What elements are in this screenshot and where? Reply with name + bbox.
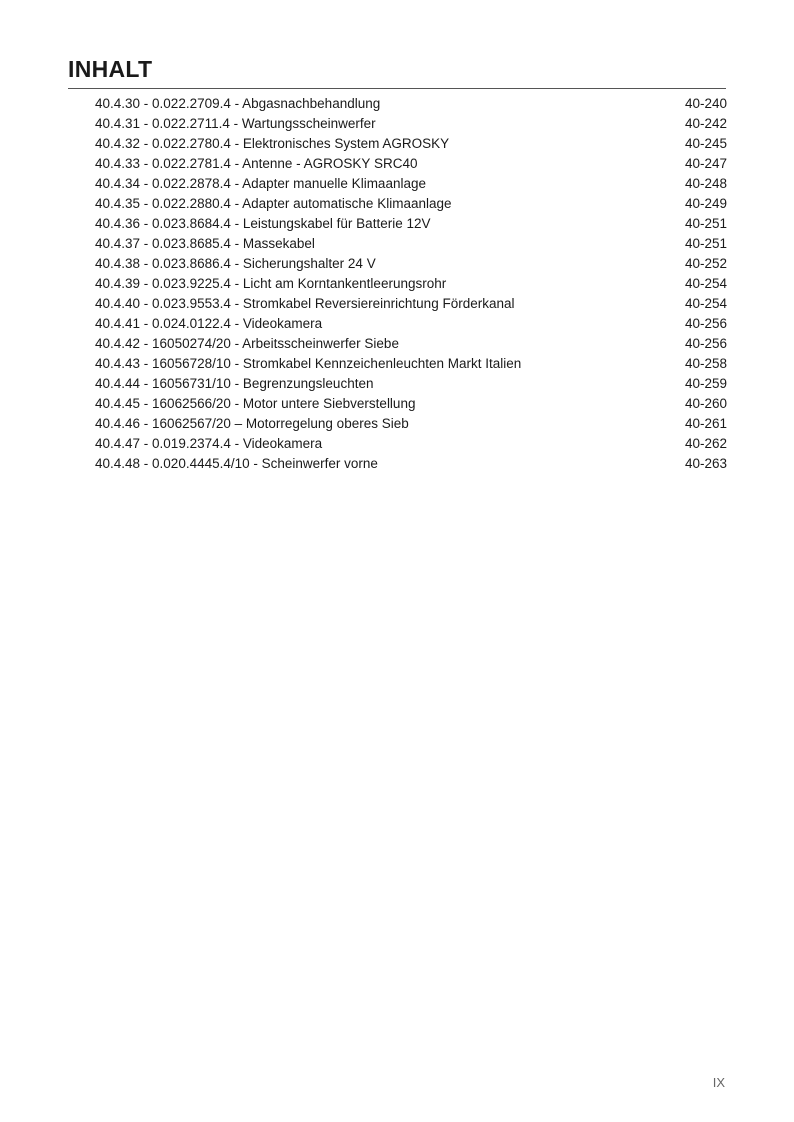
toc-entry-title: 40.4.46 - 16062567/20 – Motorregelung oberes Sieb <box>95 416 409 431</box>
table-of-contents <box>95 94 727 474</box>
toc-entry-title: 40.4.33 - 0.022.2781.4 - Antenne - AGROSKY SRC40 <box>95 156 418 171</box>
toc-entry-title: 40.4.38 - 0.023.8686.4 - Sicherungshalter 24 V <box>95 256 376 271</box>
toc-entry-page: 40-251 <box>684 216 727 231</box>
toc-entry-title: 40.4.34 - 0.022.2878.4 - Adapter manuelle Klimaanlage <box>95 176 426 191</box>
toc-entry[interactable] <box>95 294 727 314</box>
toc-entry-page: 40-256 <box>684 316 727 331</box>
toc-entry-title: 40.4.44 - 16056731/10 - Begrenzungsleuchten <box>95 376 374 391</box>
toc-entry[interactable] <box>95 174 727 194</box>
page-title: INHALT <box>68 56 153 82</box>
toc-entry-title: 40.4.35 - 0.022.2880.4 - Adapter automatische Klimaanlage <box>95 196 452 211</box>
toc-entry-title: 40.4.45 - 16062566/20 - Motor untere Siebverstellung <box>95 396 416 411</box>
toc-entry[interactable] <box>95 394 727 414</box>
toc-entry-page: 40-242 <box>684 116 727 131</box>
title-divider <box>68 88 726 89</box>
toc-entry-page: 40-260 <box>684 396 727 411</box>
toc-entry-title: 40.4.43 - 16056728/10 - Stromkabel Kennzeichenleuchten Markt Italien <box>95 356 522 371</box>
toc-entry-title: 40.4.30 - 0.022.2709.4 - Abgasnachbehandlung <box>95 96 381 111</box>
toc-entry-title: 40.4.42 - 16050274/20 - Arbeitsscheinwerfer Siebe <box>95 336 399 351</box>
toc-entry[interactable] <box>95 454 727 474</box>
toc-entry-page: 40-258 <box>684 356 727 371</box>
toc-entry-page: 40-262 <box>684 436 727 451</box>
toc-entry[interactable] <box>95 334 727 354</box>
toc-entry-title: 40.4.47 - 0.019.2374.4 - Videokamera <box>95 436 323 451</box>
toc-entry[interactable] <box>95 134 727 154</box>
toc-entry-page: 40-251 <box>684 236 727 251</box>
toc-entry-title: 40.4.39 - 0.023.9225.4 - Licht am Korntankentleerungsrohr <box>95 276 447 291</box>
toc-entry-title: 40.4.32 - 0.022.2780.4 - Elektronisches System AGROSKY <box>95 136 450 151</box>
toc-entry[interactable] <box>95 214 727 234</box>
toc-entry[interactable] <box>95 314 727 334</box>
toc-entry-page: 40-261 <box>684 416 727 431</box>
toc-entry-page: 40-254 <box>684 296 727 311</box>
toc-entry-page: 40-259 <box>684 376 727 391</box>
toc-entry-page: 40-252 <box>684 256 727 271</box>
toc-entry-page: 40-240 <box>684 96 727 111</box>
toc-entry[interactable] <box>95 114 727 134</box>
toc-entry-title: 40.4.36 - 0.023.8684.4 - Leistungskabel für Batterie 12V <box>95 216 431 231</box>
toc-entry-title: 40.4.48 - 0.020.4445.4/10 - Scheinwerfer vorne <box>95 456 378 471</box>
page-number: IX <box>712 1075 725 1090</box>
toc-entry[interactable] <box>95 414 727 434</box>
toc-entry[interactable] <box>95 254 727 274</box>
toc-entry-title: 40.4.31 - 0.022.2711.4 - Wartungsscheinwerfer <box>95 116 376 131</box>
toc-entry-title: 40.4.40 - 0.023.9553.4 - Stromkabel Reversiereinrichtung Förderkanal <box>95 296 515 311</box>
toc-entry-page: 40-247 <box>684 156 727 171</box>
toc-entry[interactable] <box>95 274 727 294</box>
toc-entry-title: 40.4.41 - 0.024.0122.4 - Videokamera <box>95 316 323 331</box>
toc-entry-page: 40-256 <box>684 336 727 351</box>
toc-entry[interactable] <box>95 194 727 214</box>
toc-entry-page: 40-248 <box>684 176 727 191</box>
toc-entry[interactable] <box>95 354 727 374</box>
toc-entry-page: 40-263 <box>684 456 727 471</box>
toc-entry[interactable] <box>95 374 727 394</box>
toc-entry-page: 40-254 <box>684 276 727 291</box>
toc-entry-page: 40-245 <box>684 136 727 151</box>
toc-entry-title: 40.4.37 - 0.023.8685.4 - Massekabel <box>95 236 315 251</box>
toc-entry[interactable] <box>95 154 727 174</box>
toc-entry-page: 40-249 <box>684 196 727 211</box>
toc-entry[interactable] <box>95 434 727 454</box>
toc-entry[interactable] <box>95 234 727 254</box>
toc-entry[interactable] <box>95 94 727 114</box>
